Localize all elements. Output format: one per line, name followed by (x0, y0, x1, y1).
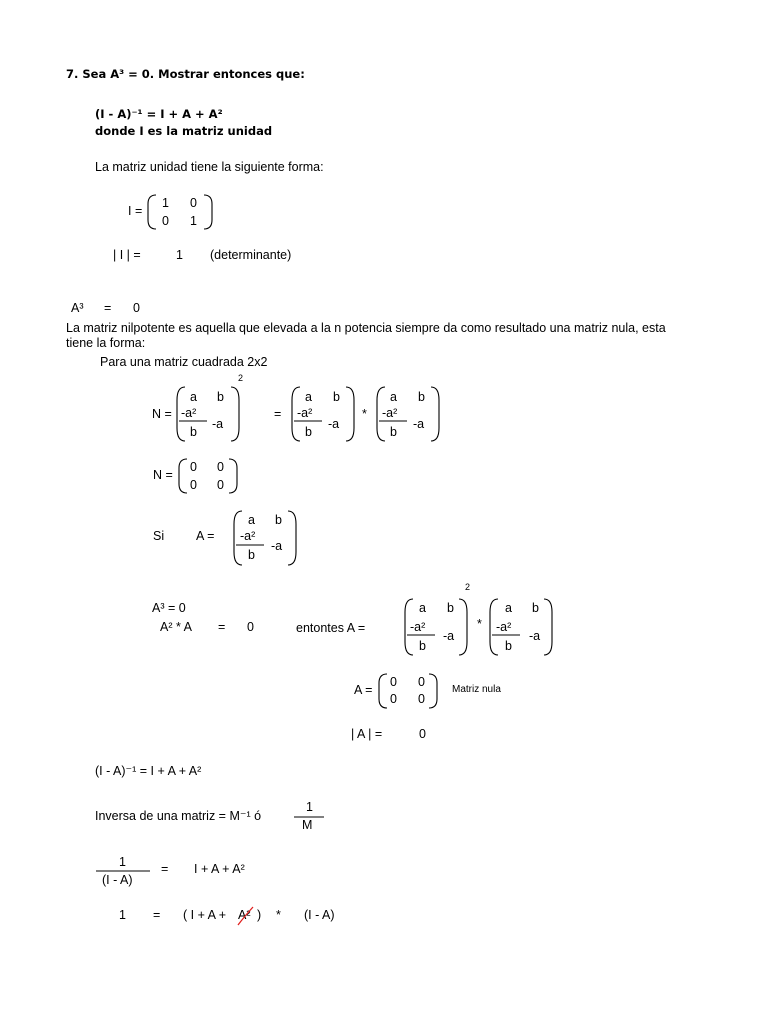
matrix-cell-b: b (532, 601, 539, 615)
a3-line1: A³ = 0 (152, 601, 186, 615)
n-times: * (362, 407, 367, 421)
det-a-value: 0 (419, 727, 426, 741)
a-zero-label: A = (354, 683, 373, 697)
matrix-cell-den: b (305, 425, 312, 439)
n-equals: = (274, 407, 282, 421)
problem-title: 7. Sea A³ = 0. Mostrar entonces que: (66, 67, 305, 81)
matrix-cell-den: b (190, 425, 197, 439)
matrix-cell-a: a (248, 513, 255, 527)
last-close: ) (257, 908, 262, 922)
matrix-cell-minus-a: -a (413, 417, 425, 431)
identity-intro: La matriz unidad tiene la siguiente forma: (95, 160, 324, 174)
identity-cell: 1 (190, 214, 197, 228)
a-zero-cell: 0 (418, 692, 425, 706)
matrix-cell-b: b (333, 390, 340, 404)
problem-condition: donde I es la matriz unidad (95, 124, 273, 138)
matrix-cell-minus-a: -a (328, 417, 340, 431)
n-zero-cell: 0 (190, 460, 197, 474)
problem-equation: (I - A)⁻¹ = I + A + A² (95, 107, 223, 121)
matrix-cell-b: b (418, 390, 425, 404)
a3-line2-eq: = (218, 620, 226, 634)
n-zero-label: N = (153, 468, 173, 482)
matrix-cell-den: b (419, 639, 426, 653)
matrix-cell-neg: -a² (410, 620, 426, 634)
identity-label: I = (128, 204, 143, 218)
frac-rhs: I + A + A² (194, 862, 245, 876)
matrix-cell-a: a (390, 390, 397, 404)
last-times: * (276, 908, 281, 922)
last-eq: = (153, 908, 161, 922)
entontes-label: entontes A = (296, 621, 366, 635)
matrix-cell-b: b (275, 513, 282, 527)
n-zero-brackets (177, 458, 239, 494)
a-cubed-lhs: A³ (71, 301, 84, 315)
a-cubed-rhs: 0 (133, 301, 140, 315)
identity-cell: 0 (162, 214, 169, 228)
si-a-label: A = (196, 529, 215, 543)
n-zero-cell: 0 (217, 478, 224, 492)
matrix-cell-den: b (505, 639, 512, 653)
nilpotent-definition: La matriz nilpotente es aquella que elevada a la n potencia siempre da como resultado una matriz nula, esta tiene la forma: (66, 321, 666, 350)
last-factor: (I - A) (304, 908, 335, 922)
a3-line2-rhs: 0 (247, 620, 254, 634)
a-zero-cell: 0 (390, 675, 397, 689)
n-zero-cell: 0 (217, 460, 224, 474)
matrix-cell-neg: -a² (240, 529, 256, 543)
matrix-cell-a: a (190, 390, 197, 404)
matrix-cell-den: b (248, 548, 255, 562)
matrix-cell-a: a (419, 601, 426, 615)
matrix-cell-a: a (505, 601, 512, 615)
identity-det-note: (determinante) (210, 248, 292, 262)
n-label: N = (152, 407, 172, 421)
n-exponent: 2 (238, 373, 244, 383)
matrix-cell-b: b (447, 601, 454, 615)
inverse-frac-den: M (302, 818, 313, 832)
inverse-frac-num: 1 (306, 800, 313, 814)
matrix-cell-minus-a: -a (529, 629, 541, 643)
identity-matrix-brackets (146, 194, 214, 230)
matrix-cell-minus-a: -a (443, 629, 455, 643)
a-cubed-eq: = (104, 301, 112, 315)
a3-line2-lhs: A² * A (160, 620, 192, 634)
matrix-cell-b: b (217, 390, 224, 404)
frac-eq: = (161, 862, 169, 876)
matrix-cell-neg: -a² (496, 620, 512, 634)
last-open: ( I + A + (183, 908, 227, 922)
det-a-label: | A | = (351, 727, 383, 741)
square-matrix-note: Para una matriz cuadrada 2x2 (100, 355, 268, 369)
strike-through-mark (236, 905, 256, 927)
identity-det-value: 1 (176, 248, 183, 262)
matrix-cell-a: a (305, 390, 312, 404)
identity-det-label: | I | = (113, 248, 141, 262)
matrix-cell-minus-a: -a (212, 417, 224, 431)
last-one: 1 (119, 908, 126, 922)
n-zero-cell: 0 (190, 478, 197, 492)
last-struck-term: A² (238, 908, 251, 922)
si-label: Si (153, 529, 165, 543)
entontes-times: * (477, 617, 482, 631)
matrix-cell-neg: -a² (297, 406, 313, 420)
identity-cell: 0 (190, 196, 197, 210)
entontes-exponent: 2 (465, 582, 471, 592)
matrix-cell-neg: -a² (181, 406, 197, 420)
frac-den: (I - A) (102, 873, 133, 887)
a-zero-cell: 0 (390, 692, 397, 706)
a-zero-note: Matriz nula (452, 684, 501, 695)
matrix-cell-den: b (390, 425, 397, 439)
frac-bar (96, 870, 152, 872)
matrix-cell-minus-a: -a (271, 539, 283, 553)
identity-cell: 1 (162, 196, 169, 210)
a-zero-cell: 0 (418, 675, 425, 689)
inverse-definition: Inversa de una matriz = M⁻¹ ó (95, 809, 262, 823)
a-zero-brackets (377, 673, 439, 709)
inverse-equation: (I - A)⁻¹ = I + A + A² (95, 764, 202, 778)
matrix-cell-neg: -a² (382, 406, 398, 420)
frac-num: 1 (119, 855, 126, 869)
